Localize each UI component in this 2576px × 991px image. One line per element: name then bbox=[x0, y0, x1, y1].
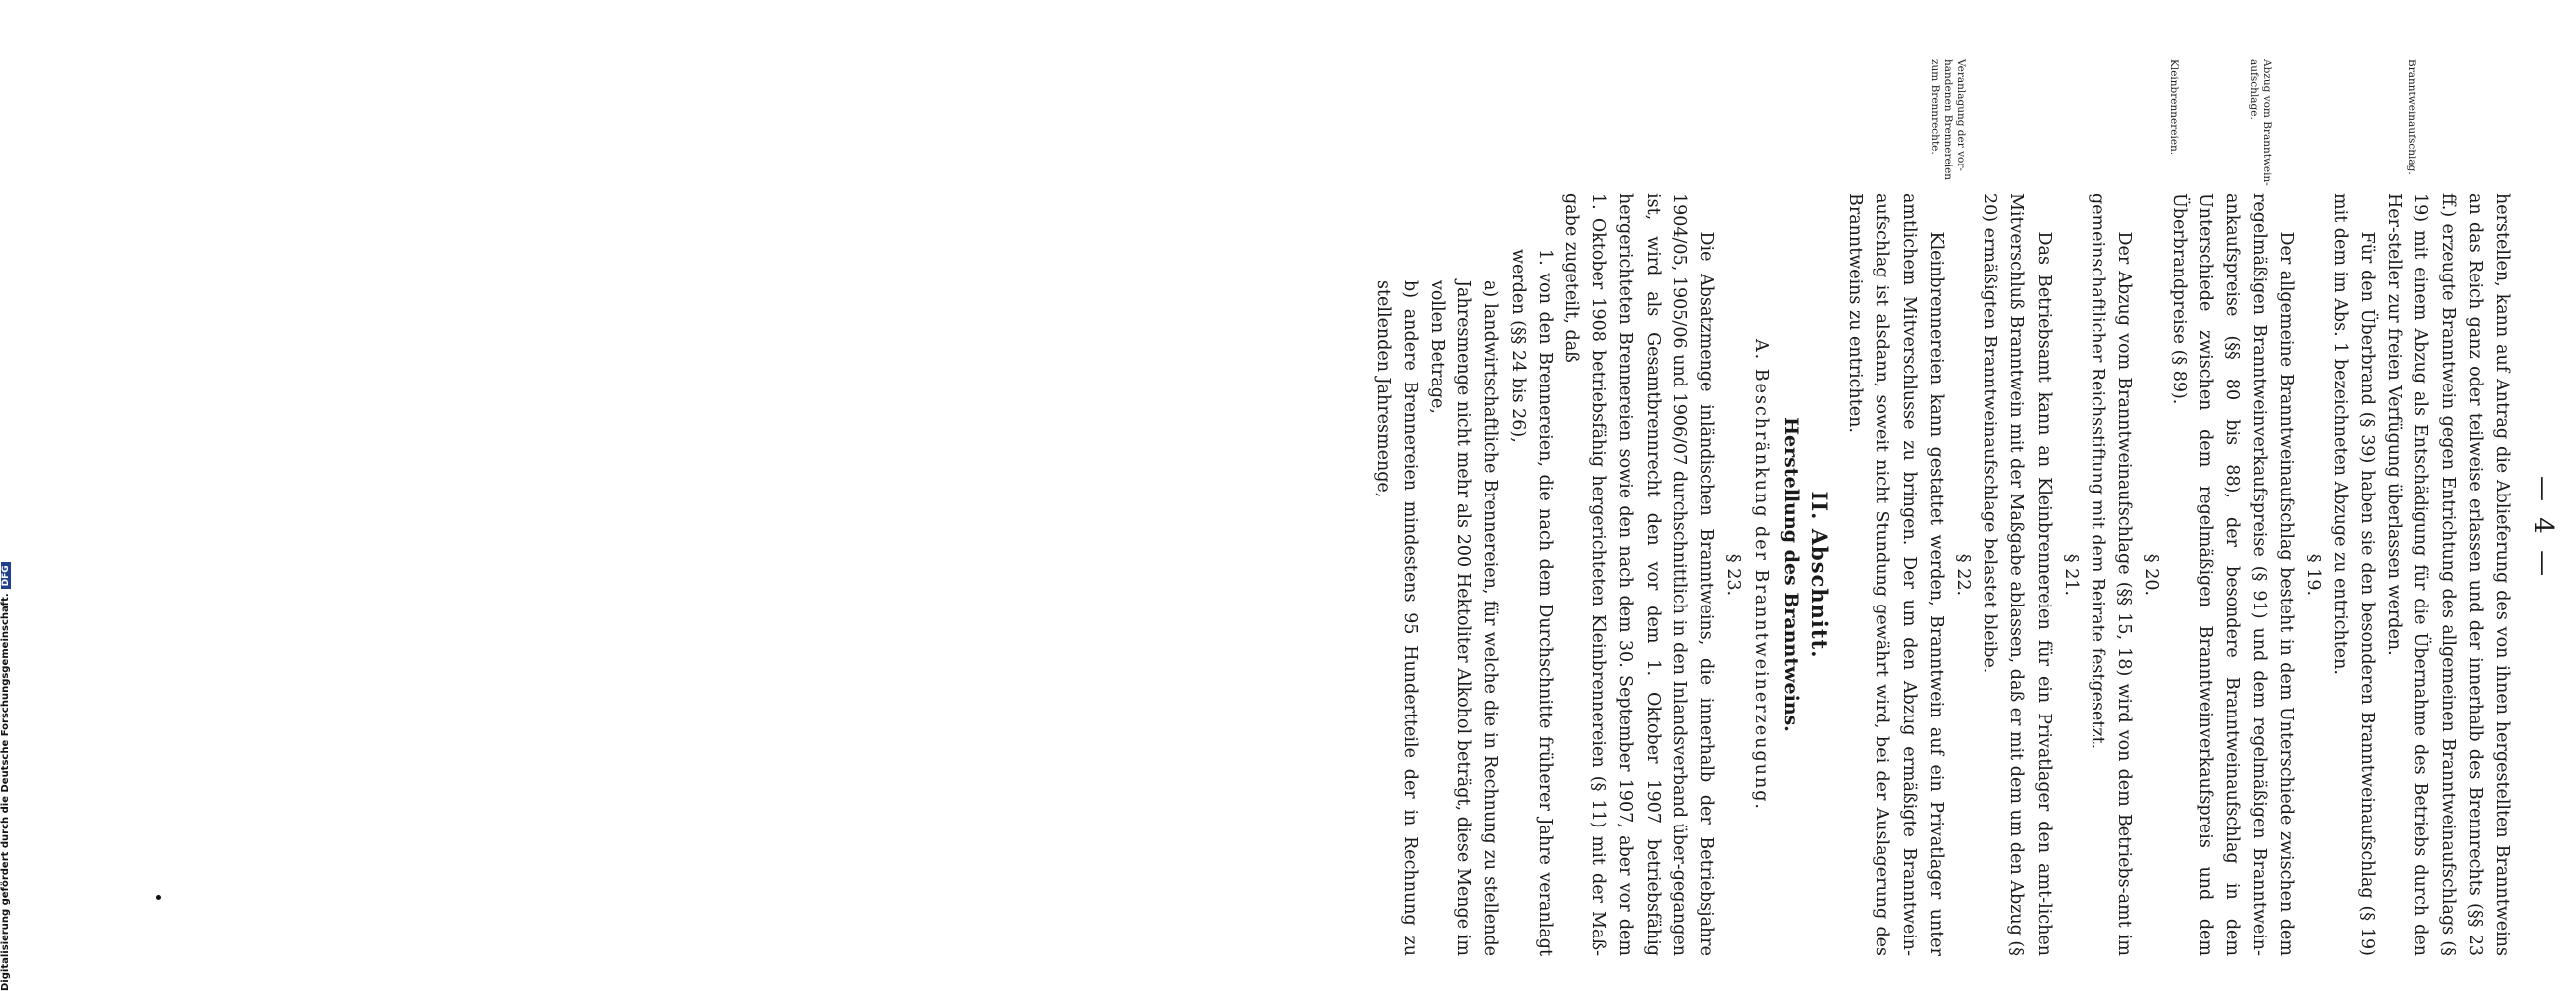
section-heading-22: § 22. bbox=[1952, 553, 1973, 597]
paragraph: Für den Überbrand (§ 39) haben sie den besonderen Branntweinaufschlag (§ 19) mit dem im Abs. 1 bezeichneten Abzuge zu entrichten. bbox=[2329, 193, 2377, 956]
paragraph: Der allgemeine Branntweinaufschlag besteht in dem Unterschiede zwischen dem regelmäßigen Branntweinverkaufspreise (§ 91) und dem regelmäßigen Branntwein-ankaufspreise (§§ 80 bis 88), der besondere Branntweinaufschlag in dem Unterschiede zwischen dem regelmäßigen Branntweinverkaufspreis und dem Überbrandpreise (§ 89). bbox=[2168, 193, 2297, 956]
scan-speck bbox=[156, 895, 161, 900]
margin-note-abzug: Abzug vom Branntwein-aufschlage. bbox=[2248, 59, 2273, 186]
rotated-page-content bbox=[1206, 0, 2576, 991]
section-heading-19: § 19. bbox=[2303, 553, 2323, 597]
section-heading-23: § 23. bbox=[1723, 553, 1744, 597]
margin-note-branntweinaufschlag: Branntweinaufschlag. bbox=[2406, 59, 2417, 175]
paragraph: Der Abzug vom Branntweinaufschlage (§§ 15, 18) wird von dem Betriebs-amt im gemeinschaftlicher Reichsstiftung mit dem Beirate festgesetzt. bbox=[2087, 193, 2135, 956]
section-heading-20: § 20. bbox=[2141, 553, 2162, 597]
section-heading-21: § 21. bbox=[2060, 553, 2081, 597]
chapter-subtitle: Herstellung des Branntweins. bbox=[1779, 417, 1802, 732]
paragraph: Das Betriebsamt kann an Kleinbrennereien für ein Privatlager den amt-lichen Mitverschluß Branntwein mit der Maßgabe ablassen, daß er mit dem um den Abzug (§ 20) ermäßigten Branntweinaufschlage belastet bleibe. bbox=[1980, 193, 2054, 956]
paragraph: Kleinbrennereien kann gestattet werden, Branntwein auf ein Privatlager unter amtlichem Mitverschlusse zu bringen. Der um den Abzug ermäßigte Branntwein-aufschlag ist alsdann, soweit nicht Stundung gewährt wird, bei der Auslagerung des Branntweins zu entrichten. bbox=[1845, 193, 1946, 956]
page-body bbox=[1288, 0, 2576, 991]
dfg-logo: DFG bbox=[1, 562, 11, 589]
paragraph: herstellen, kann auf Antrag die Ablieferung des von ihnen hergestellten Branntweins an das Reich ganz oder teilweise erlassen und der innerhalb des Brennrechts (§§ 23 ff.) erzeugte Branntwein gegen Entrichtung des allgemeinen Branntweinaufschlags (§ 19) mit einem Abzug als Entschädigung für die Übernahme des Betriebs durch den Her-steller zur freien Verfügung überlassen werden. bbox=[2384, 193, 2512, 956]
page-number: — 4 — bbox=[2528, 476, 2558, 581]
list-item: b) andere Brennereien mindestens 95 Hundertteile der in Rechnung zu stellenden Jahresmenge, bbox=[1372, 280, 1420, 956]
digitization-credit bbox=[0, 562, 11, 991]
margin-note-kleinbrennereien: Kleinbrennereien. bbox=[2168, 59, 2180, 156]
list-item: 1. von den Brennereien, die nach dem Durchschnitte früherer Jahre veranlagt werden (§§ 24 bis 26), bbox=[1507, 249, 1555, 956]
paragraph: Die Absatzmenge inländischen Branntweins, die innerhalb der Betriebsjahre 1904/05, 1905/06 und 1906/07 durchschnittlich in den Inlandsverband über-gegangen ist, wird als Gesamtbrennrecht den vor dem 1. Oktober 1907 betriebsfähig hergerichteten Brennereien sowie den nach dem 30. September 1907, aber vor dem 1. Oktober 1908 betriebsfähig hergerichteten Kleinbrennereien (§ 11) mit der Maß-gabe zugeteilt, daß bbox=[1561, 193, 1717, 956]
subsection-heading: A. Beschränkung der Branntweinerzeugung. bbox=[1750, 338, 1771, 811]
margin-note-veranlagung: Veranlagung der vor-handenen Brennereien zum Brennrechte. bbox=[1929, 59, 1967, 181]
main-text bbox=[1368, 193, 2515, 956]
list-item: a) landwirtschaftliche Brennereien, für welche die in Rechnung zu stellende Jahresmenge nicht mehr als 200 Hektoliter Alkohol beträgt, diese Menge im vollen Betrage, bbox=[1427, 280, 1501, 956]
credit-text: Digitalisierung gefördert durch die Deutsche Forschungsgemeinschaft. bbox=[0, 593, 11, 991]
chapter-title: II. Abschnitt. bbox=[1806, 491, 1832, 659]
